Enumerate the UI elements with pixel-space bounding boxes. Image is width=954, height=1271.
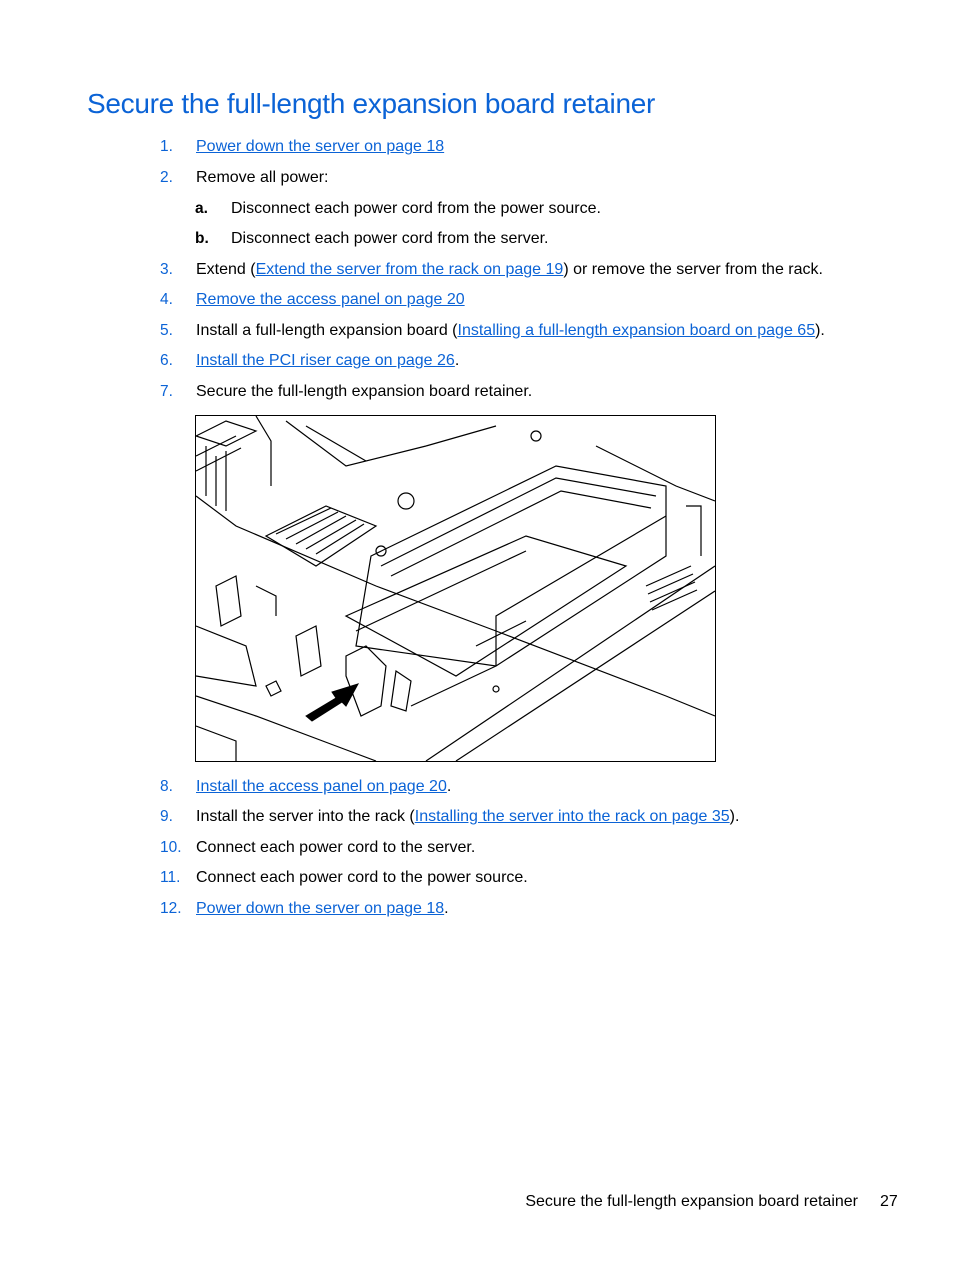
step-number: 7.	[160, 383, 173, 400]
step-11	[0, 867, 954, 889]
step-text: Connect each power cord to the power source.	[196, 869, 528, 886]
step-number: 2.	[160, 169, 173, 186]
step-number: 3.	[160, 261, 173, 278]
page-footer	[0, 1191, 954, 1213]
substep-a	[0, 198, 954, 220]
step-9	[0, 806, 954, 828]
retainer-illustration	[195, 415, 716, 762]
step-number: 6.	[160, 352, 173, 369]
substep-letter: a.	[195, 200, 208, 217]
step-text: .	[454, 352, 460, 369]
step-7	[0, 381, 954, 403]
step-12	[0, 898, 954, 920]
install-access-panel-link[interactable]: Install the access panel on page 20	[196, 778, 447, 795]
power-down-link[interactable]: Power down the server on page 18	[196, 900, 445, 917]
step-text: Remove all power:	[196, 169, 329, 186]
step-text: Connect each power cord to the server.	[196, 839, 476, 856]
extend-server-link[interactable]: Extend the server from the rack on page 19	[255, 261, 564, 278]
substep-text: Disconnect each power cord from the server.	[231, 230, 549, 247]
step-text: .	[444, 900, 449, 917]
step-number: 9.	[160, 808, 173, 825]
step-number: 5.	[160, 322, 173, 339]
step-3	[0, 259, 954, 281]
step-5	[0, 320, 954, 342]
step-number: 1.	[160, 138, 173, 155]
step-text: .	[446, 778, 452, 795]
step-text: Secure the full-length expansion board retainer.	[196, 383, 533, 400]
step-text: Install a full-length expansion board (	[196, 322, 458, 339]
power-down-link[interactable]: Power down the server on page 18	[196, 138, 445, 155]
install-expansion-board-link[interactable]: Installing a full-length expansion board on page 65	[457, 322, 816, 339]
step-10	[0, 837, 954, 859]
substep-b	[0, 228, 954, 250]
footer-title: Secure the full-length expansion board retainer	[525, 1193, 858, 1210]
step-number: 10.	[160, 839, 182, 856]
step-text: Extend (	[196, 261, 256, 278]
substep-text: Disconnect each power cord from the power source.	[231, 200, 601, 217]
install-pci-riser-link[interactable]: Install the PCI riser cage on page 26	[196, 352, 455, 369]
step-text: Install the server into the rack (	[196, 808, 415, 825]
step-number: 12.	[160, 900, 182, 917]
step-2	[0, 167, 954, 189]
step-text: ) or remove the server from the rack.	[563, 261, 823, 278]
step-text: ).	[729, 808, 740, 825]
step-number: 8.	[160, 778, 173, 795]
step-4	[0, 289, 954, 311]
page-title: Secure the full-length expansion board retainer	[87, 88, 656, 119]
step-text: ).	[815, 322, 825, 339]
step-number: 11.	[160, 869, 181, 886]
page-number: 27	[880, 1193, 898, 1210]
remove-access-panel-link[interactable]: Remove the access panel on page 20	[196, 291, 465, 308]
step-1	[0, 136, 954, 158]
step-8	[0, 776, 954, 798]
install-server-rack-link[interactable]: Installing the server into the rack on page 35	[414, 808, 730, 825]
substep-letter: b.	[195, 230, 209, 247]
step-number: 4.	[160, 291, 173, 308]
server-diagram	[196, 416, 715, 761]
step-6	[0, 350, 954, 372]
